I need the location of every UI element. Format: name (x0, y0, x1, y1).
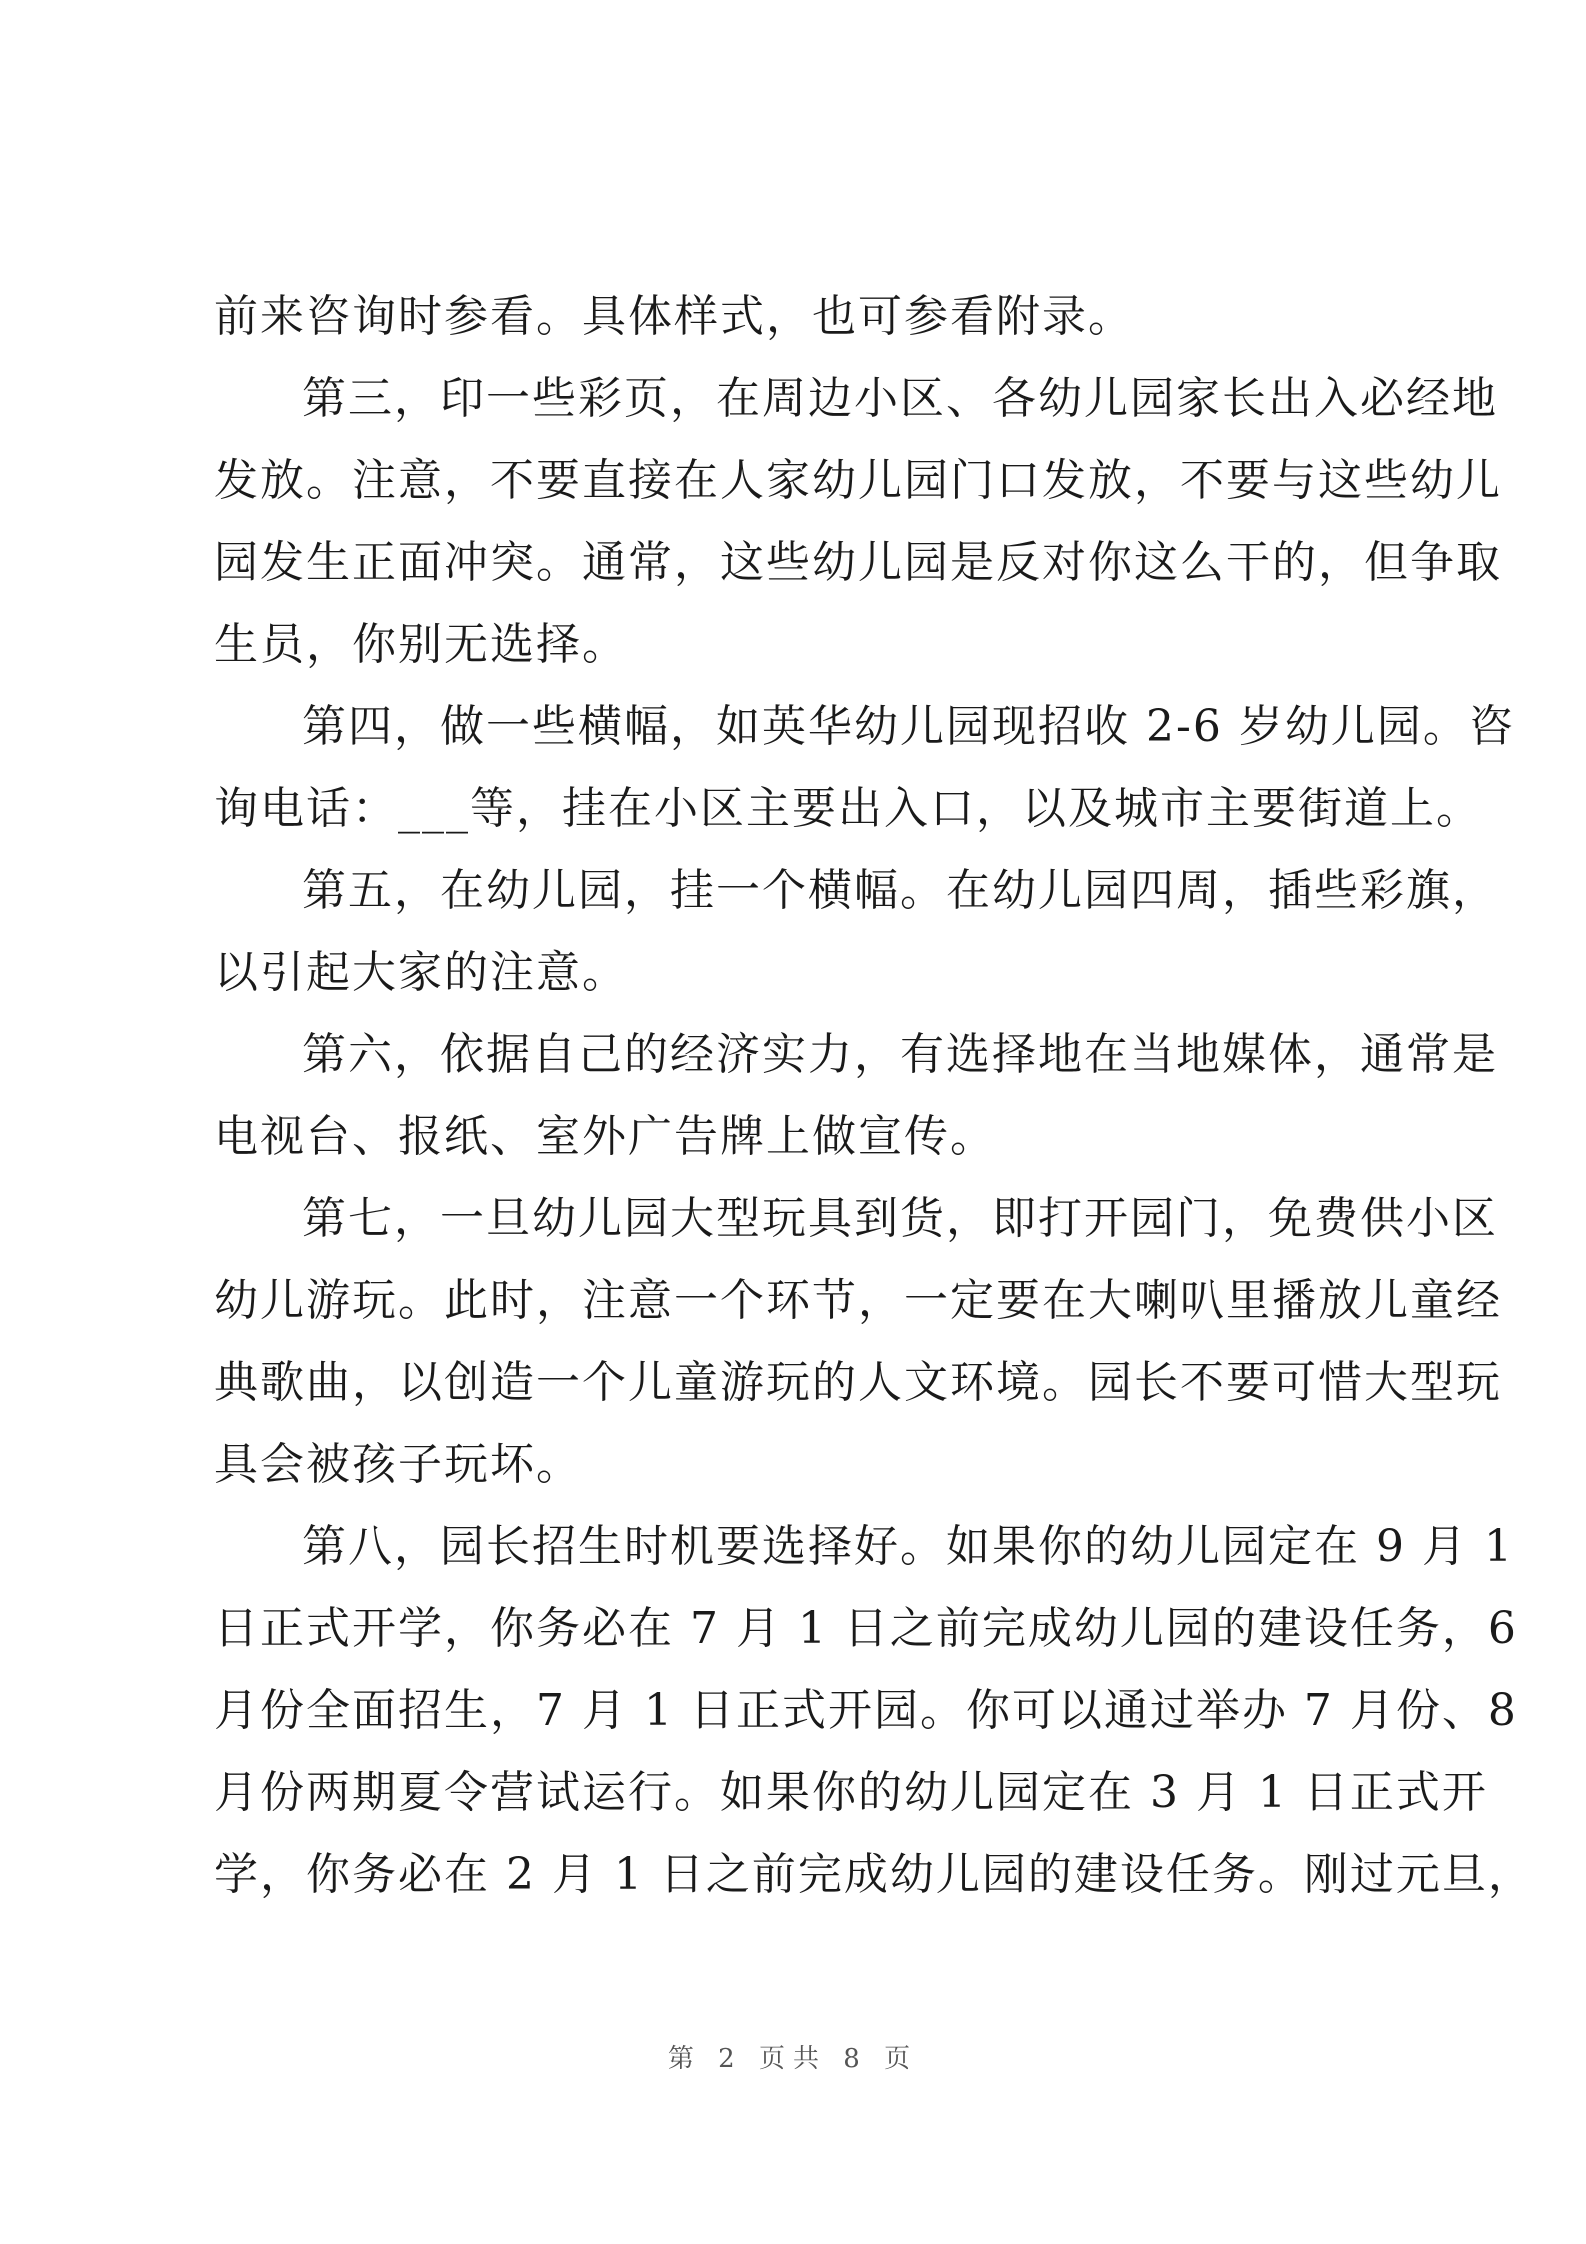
text-line: 幼儿游玩。此时，注意一个环节，一定要在大喇叭里播放儿童经 (214, 1275, 1502, 1326)
text-line: 以引起大家的注意。 (214, 947, 628, 998)
text-line: 发放。注意，不要直接在人家幼儿园门口发放，不要与这些幼儿 (214, 455, 1502, 506)
paragraph-start-line: 第七，一旦幼儿园大型玩具到货，即打开园门，免费供小区 (302, 1193, 1498, 1244)
paragraph-start-line: 第五，在幼儿园，挂一个横幅。在幼儿园四周，插些彩旗， (302, 865, 1498, 916)
text-line: 日正式开学，你务必在 7 月 1 日之前完成幼儿园的建设任务，6 (214, 1603, 1518, 1654)
text-line: 典歌曲，以创造一个儿童游玩的人文环境。园长不要可惜大型玩 (214, 1357, 1502, 1408)
text-line: 园发生正面冲突。通常，这些幼儿园是反对你这么干的，但争取 (214, 537, 1502, 588)
document-body (214, 276, 1534, 1916)
text-line: 学，你务必在 2 月 1 日之前完成幼儿园的建设任务。刚过元旦， (214, 1849, 1534, 1900)
text-line: 电视台、报纸、室外广告牌上做宣传。 (214, 1111, 996, 1162)
paragraph-start-line: 第六，依据自己的经济实力，有选择地在当地媒体，通常是 (302, 1029, 1498, 1080)
text-line: 生员，你别无选择。 (214, 619, 628, 670)
paragraph-start-line: 第三，印一些彩页，在周边小区、各幼儿园家长出入必经地 (302, 373, 1498, 424)
text-line: 具会被孩子玩坏。 (214, 1439, 582, 1490)
paragraph-start-line: 第八，园长招生时机要选择好。如果你的幼儿园定在 9 月 1 (302, 1521, 1514, 1572)
page-number-footer: 第 2 页共 8 页 (667, 2044, 919, 2074)
paragraph-start-line: 第四，做一些横幅，如英华幼儿园现招收 2-6 岁幼儿园。咨 (302, 701, 1515, 752)
text-line: 月份两期夏令营试运行。如果你的幼儿园定在 3 月 1 日正式开 (214, 1767, 1488, 1818)
text-line: 询电话：___等，挂在小区主要出入口，以及城市主要街道上。 (214, 783, 1482, 834)
text-line: 前来咨询时参看。具体样式，也可参看附录。 (214, 291, 1134, 342)
text-line: 月份全面招生，7 月 1 日正式开园。你可以通过举办 7 月份、8 (214, 1685, 1518, 1736)
